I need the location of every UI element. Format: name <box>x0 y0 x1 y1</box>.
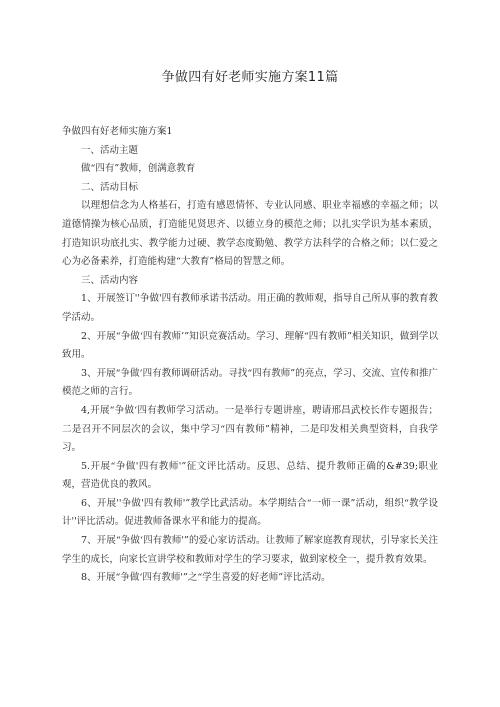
heading-activity-theme: 一、活动主题 <box>81 144 139 156</box>
activity-theme-text: 做“四有”教师，创满意教育 <box>81 163 196 175</box>
heading-activity-goals: 二、活动目标 <box>81 181 139 193</box>
document-body <box>62 123 438 588</box>
document-title: 争做四有好老师实施方案11篇 <box>161 70 339 85</box>
content-item-6: 6、开展''争做'四有教师'”教学比武活动。本学期结合“一师一课”活动，组织“教学设计''评比活动。促进教师备课水平和能力的提高。 <box>62 497 438 528</box>
activity-goals-text: 以理想信念为人格基石，打造有感恩情怀、专业认同感、职业幸福感的幸福之师；以道德情操为核心品质，打造能见贤思齐、以德立身的模范之师；以扎实学识为基本素质，打造知识功底扎实、教学能力过硬、教学态度勤勉、教学方法科学的合格之师；以仁爱之心为必备素养，打造能构建“大教育”格局的智慧之师。 <box>62 200 438 268</box>
content-item-7: 7、开展“争做‘四有教师'”的爱心家访活动。让教师了解家庭教育现状，引导家长关注学生的成长，向家长宣讲学校和教师对学生的学习要求，做到家校全一，提升教育效果。 <box>62 535 438 565</box>
section-subtitle: 争做四有好老师实施方案1 <box>62 126 173 137</box>
content-item-4: 4,开展“争做‘四有教师学习活动。一是举行专题讲座，聘请邢昌武校长作专题报告；二是召开不同层次的会议，集中学习“四有教师”精神，二是印发相关典型资料，自我学习。 <box>62 404 438 454</box>
heading-activity-content: 三、活动内容 <box>81 274 139 286</box>
content-item-8: 8、开展“争做‘四有教师'”之“学生喜爱的好老师”评比活动。 <box>81 572 331 584</box>
content-item-1: 1、开展签订''争做'四有教师承诺书活动。用正确的教师观，指导自己所从事的教育教学活动。 <box>62 293 438 323</box>
content-item-2: 2、开展“争做‘四有教师’”知识竞赛活动。学习、理解“四有教师”相关知识，做到学以致用。 <box>62 330 438 361</box>
content-item-5: 5.开展“争做'四有教师'”征文评比活动。反思、总结、提升教师正确的&#39;职业观，营造优良的教风。 <box>62 460 438 491</box>
content-item-3: 3、开展“争做‘四有教师调研活动。寻找“四有教师”的亮点，学习、交流、宣传和推广模范之师的言行。 <box>62 367 438 398</box>
